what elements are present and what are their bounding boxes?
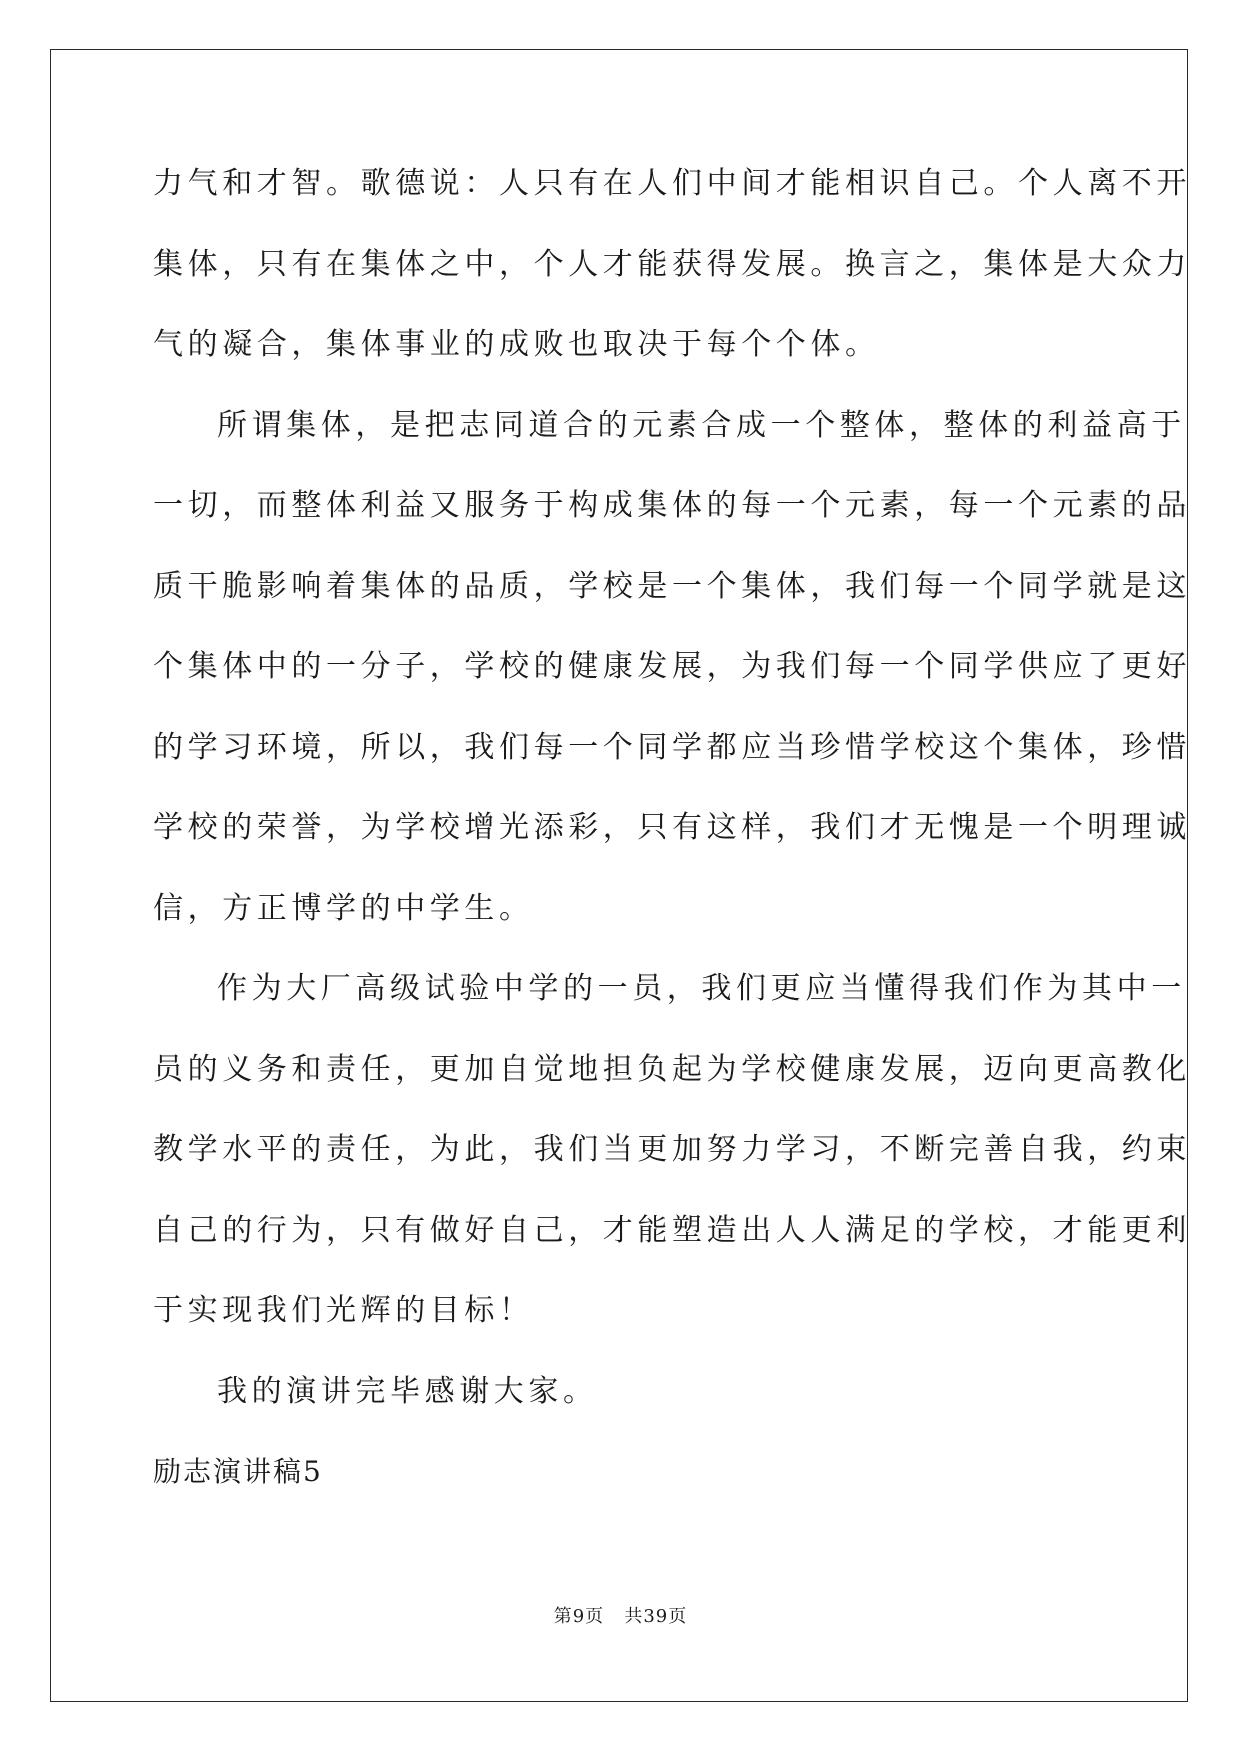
page-footer <box>0 1602 1241 1628</box>
text-line: 学校的荣誉，为学校增光添彩，只有这样，我们才无愧是一个明理诚 <box>153 810 1191 845</box>
section-heading: 励志演讲稿5 <box>153 1455 323 1488</box>
paragraph-start-line: 所谓集体，是把志同道合的元素合成一个整体，整体的利益高于 <box>217 407 1186 443</box>
text-line: 质干脆影响着集体的品质，学校是一个集体，我们每一个同学就是这 <box>153 568 1191 604</box>
paragraph-start-line: 作为大厂高级试验中学的一员，我们更应当懂得我们作为其中一 <box>217 971 1186 1006</box>
text-line: 员的义务和责任，更加自觉地担负起为学校健康发展，迈向更高教化 <box>153 1051 1191 1087</box>
text-line: 气的凝合，集体事业的成败也取决于每个个体。 <box>153 327 880 362</box>
document-body <box>153 159 1191 1528</box>
text-line: 个集体中的一分子，学校的健康发展，为我们每一个同学供应了更好 <box>153 649 1191 684</box>
text-line: 于实现我们光辉的目标！ <box>153 1293 534 1328</box>
text-line: 自己的行为，只有做好自己，才能塑造出人人满足的学校，才能更利 <box>153 1212 1191 1248</box>
text-line: 的学习环境，所以，我们每一个同学都应当珍惜学校这个集体，珍惜 <box>153 729 1191 765</box>
text-line: 一切，而整体利益又服务于构成集体的每一个元素，每一个元素的品 <box>153 488 1191 523</box>
text-line: 教学水平的责任，为此，我们当更加努力学习，不断完善自我，约束 <box>153 1132 1191 1167</box>
text-line: 集体，只有在集体之中，个人才能获得发展。换言之，集体是大众力 <box>153 246 1191 282</box>
paragraph-start-line: 我的演讲完毕感谢大家。 <box>217 1373 598 1409</box>
text-line: 信，方正博学的中学生。 <box>153 890 534 926</box>
page-total: 共39页 <box>624 1606 688 1627</box>
text-line: 力气和才智。歌德说：人只有在人们中间才能相识自己。个人离不开 <box>153 166 1191 201</box>
page-number: 第9页 <box>553 1606 605 1627</box>
